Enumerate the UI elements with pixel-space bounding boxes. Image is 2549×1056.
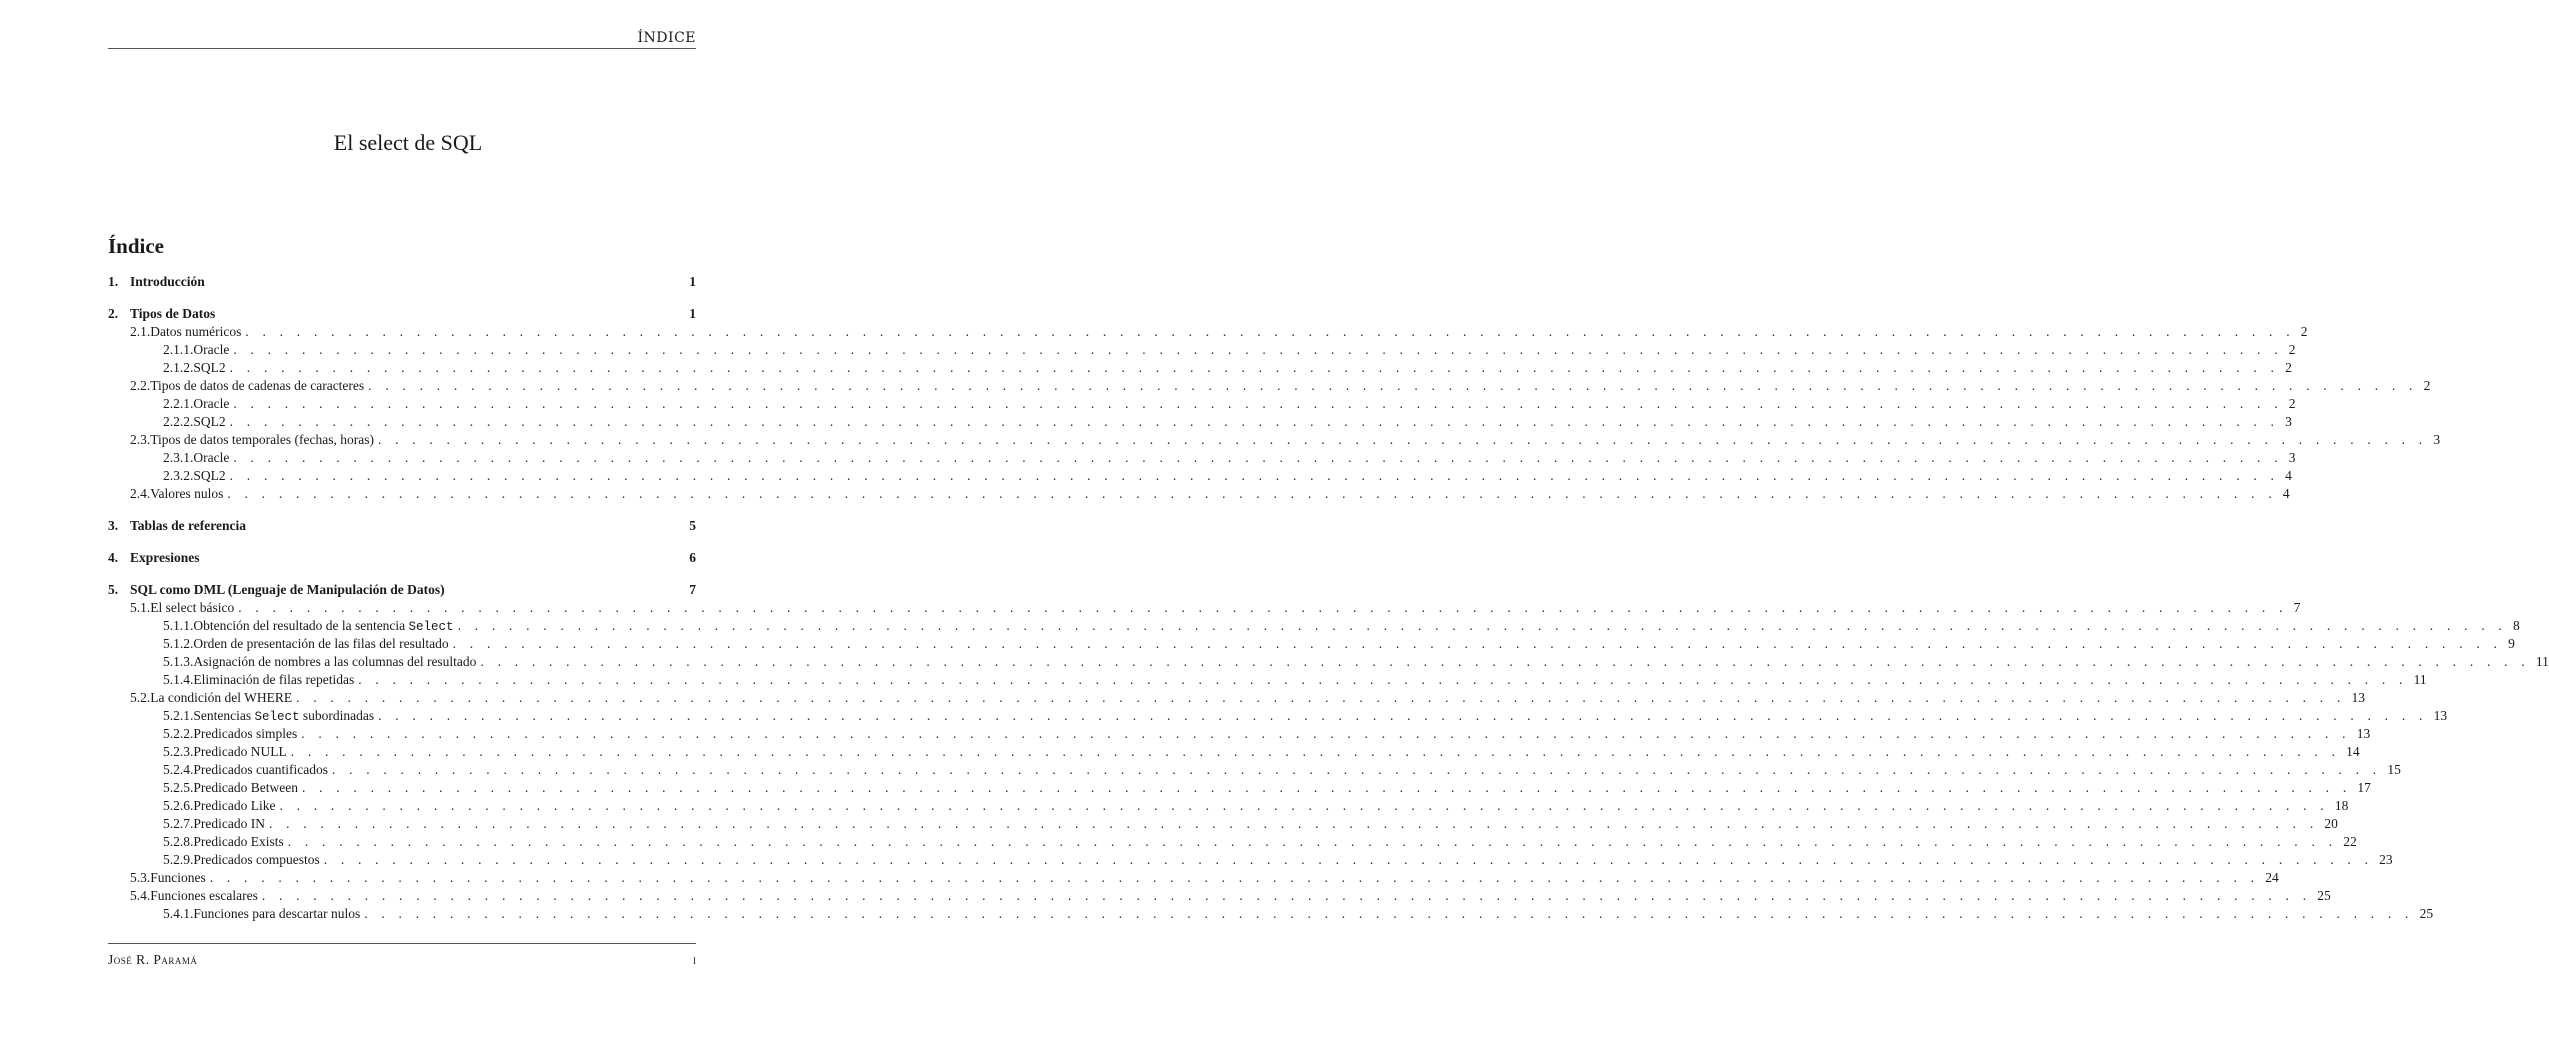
toc-section[interactable] bbox=[108, 274, 696, 292]
toc-entry-title[interactable] bbox=[150, 888, 258, 904]
document-title: El select de SQL bbox=[333, 130, 483, 155]
footer-author: José R. Paramá bbox=[108, 952, 198, 967]
toc-subsubsection[interactable] bbox=[108, 654, 2549, 672]
toc-entry-number: 5.2.9. bbox=[163, 852, 194, 867]
toc-entry-title-text: Tipos de datos de cadenas de caracteres bbox=[150, 378, 365, 393]
toc-subsubsection[interactable] bbox=[108, 816, 2338, 834]
toc-entry-page[interactable]: 1 bbox=[689, 306, 696, 321]
toc-dot-leader: . . . . . . . . . . . . . . . . . . . . . . . . . . . . . . . . . . . . . . . . . . . . . . . . . . . . . . . . . . . . . . . . . . . . . . . . . . . . . . . . . . . . . . . . . . . . . . . . . . . . . . . . . . . . . . . . . . . . . . . . bbox=[296, 690, 2346, 705]
toc-entry-title-text: Introducción bbox=[130, 274, 205, 289]
toc-entry-title[interactable] bbox=[130, 274, 205, 290]
toc-subsection[interactable] bbox=[108, 870, 2279, 888]
toc-entry-title[interactable] bbox=[193, 342, 229, 358]
toc-entry-number: 5.2.8. bbox=[163, 834, 194, 849]
toc-entry-page[interactable]: 1 bbox=[689, 274, 696, 289]
toc-entry-page[interactable]: 13 bbox=[2356, 726, 2371, 741]
toc-entry-page[interactable]: 17 bbox=[2357, 780, 2371, 795]
toc-entry-title[interactable] bbox=[150, 324, 241, 340]
toc-subsubsection[interactable] bbox=[108, 342, 2296, 360]
toc-entry-page[interactable]: 6 bbox=[689, 550, 696, 565]
toc-subsubsection[interactable] bbox=[108, 672, 2427, 690]
toc-entry-title[interactable] bbox=[193, 618, 453, 634]
toc-entry-page[interactable]: 4 bbox=[2282, 486, 2290, 501]
running-head: ÍNDICE bbox=[637, 30, 696, 46]
toc-entry-title-text: Predicados compuestos bbox=[193, 852, 320, 867]
toc-entry-title[interactable] bbox=[193, 744, 286, 760]
toc-dot-leader: . . . . . . . . . . . . . . . . . . . . . . . . . . . . . . . . . . . . . . . . . . . . . . . . . . . . . . . . . . . . . . . . . . . . . . . . . . . . . . . . . . . . . . . . . . . . . . . . . . . . . . . . . . . . . . . . . . . . . . . . bbox=[480, 654, 2530, 669]
toc-section[interactable] bbox=[108, 550, 696, 568]
toc-entry-number: 2.2.1. bbox=[163, 396, 194, 411]
toc-entry-title[interactable] bbox=[193, 468, 225, 484]
toc-entry-title-text: Funciones escalares bbox=[150, 888, 258, 903]
toc-entry-number: 5.4. bbox=[130, 888, 151, 903]
toc-entry-title[interactable] bbox=[130, 550, 200, 566]
toc-entry-title-text: Oracle bbox=[193, 342, 230, 357]
toc-entry-title-text: Sentencias bbox=[193, 708, 255, 723]
toc-dot-leader: . . . . . . . . . . . . . . . . . . . . . . . . . . . . . . . . . . . . . . . . . . . . . . . . . . . . . . . . . . . . . . . . . . . . . . . . . . . . . . . . . . . . . . . . . . . . . . . . . . . . . . . . . . . . . . . . . . . . . . . . bbox=[377, 432, 2428, 447]
toc-entry-page[interactable]: 25 bbox=[2419, 906, 2434, 921]
toc-subsection[interactable] bbox=[108, 378, 2431, 396]
toc-entry-number: 2.3.2. bbox=[163, 468, 194, 483]
toc-entry-number: 2. bbox=[108, 306, 119, 321]
toc-entry-title-text: SQL2 bbox=[193, 360, 226, 375]
toc-entry-title[interactable] bbox=[150, 600, 234, 616]
toc-entry-number: 5.1.4. bbox=[163, 672, 194, 687]
toc-entry-code: Select bbox=[408, 620, 454, 634]
toc-subsubsection[interactable] bbox=[108, 852, 2393, 870]
toc-entry-title-text: Orden de presentación de las filas del resultado bbox=[193, 636, 449, 651]
toc-entry-number: 5.2.2. bbox=[163, 726, 194, 741]
toc-entry-number: 2.1.1. bbox=[163, 342, 194, 357]
toc-entry-number: 5.1. bbox=[130, 600, 151, 615]
toc-entry-title-text: Obtención del resultado de la sentencia bbox=[193, 618, 409, 633]
toc-subsubsection[interactable] bbox=[108, 726, 2371, 744]
toc-subsubsection[interactable] bbox=[108, 618, 2520, 636]
toc-entry-number: 4. bbox=[108, 550, 119, 565]
toc-entry-title-text: SQL como DML (Lenguaje de Manipulación de Datos) bbox=[130, 582, 445, 597]
toc-entry-page[interactable]: 2 bbox=[2300, 324, 2308, 339]
toc-entry-title[interactable] bbox=[150, 870, 206, 886]
toc-dot-leader: . . . . . . . . . . . . . . . . . . . . . . . . . . . . . . . . . . . . . . . . . . . . . . . . . . . . . . . . . . . . . . . . . . . . . . . . . . . . . . . . . . . . . . . . . . . . . . . . . . . . . . . . . . . . . . . . . . . . . . . . bbox=[331, 762, 2382, 777]
toc-entry-page[interactable]: 4 bbox=[2285, 468, 2292, 483]
toc-entry-number: 2.1. bbox=[130, 324, 151, 339]
toc-entry-number: 5.2.5. bbox=[163, 780, 194, 795]
toc-entry-number: 2.4. bbox=[130, 486, 151, 501]
toc-entry-number: 5.1.3. bbox=[163, 654, 194, 669]
toc-dot-leader: . . . . . . . . . . . . . . . . . . . . . . . . . . . . . . . . . . . . . . . . . . . . . . . . . . . . . . . . . . . . . . . . . . . . . . . . . . . . . . . . . . . . . . . . . . . . . . . . . . . . . . . . . . . . . . . . . . . . . . . . bbox=[364, 906, 2414, 921]
toc-dot-leader: . . . . . . . . . . . . . . . . . . . . . . . . . . . . . . . . . . . . . . . . . . . . . . . . . . . . . . . . . . . . . . . . . . . . . . . . . . . . . . . . . . . . . . . . . . . . . . . . . . . . . . . . . . . . . . . . . . . . . . . . bbox=[287, 834, 2338, 849]
toc-subsubsection[interactable] bbox=[108, 798, 2349, 816]
toc-subsubsection[interactable] bbox=[108, 360, 2292, 378]
toc-entry-page[interactable]: 2 bbox=[2288, 342, 2296, 357]
toc-entry-title[interactable] bbox=[193, 636, 448, 652]
toc-heading: Índice bbox=[108, 234, 165, 258]
toc-entry-number: 2.1.2. bbox=[163, 360, 194, 375]
toc-dot-leader: . . . . . . . . . . . . . . . . . . . . . . . . . . . . . . . . . . . . . . . . . . . . . . . . . . . . . . . . . . . . . . . . . . . . . . . . . . . . . . . . . . . . . . . . . . . . . . . . . . . . . . . . . . . . . . . . . . . . . . . . bbox=[301, 726, 2351, 741]
toc-entry-title-text: Tablas de referencia bbox=[130, 518, 246, 533]
toc-dot-leader: . . . . . . . . . . . . . . . . . . . . . . . . . . . . . . . . . . . . . . . . . . . . . . . . . . . . . . . . . . . . . . . . . . . . . . . . . . . . . . . . . . . . . . . . . . . . . . . . . . . . . . . . . . . . . . . . . . . . . . . . bbox=[323, 852, 2374, 867]
toc-entry-title[interactable] bbox=[130, 306, 215, 322]
toc-entry-title-text: Tipos de Datos bbox=[130, 306, 216, 321]
toc-entry-number: 5.3. bbox=[130, 870, 151, 885]
toc-entry-title[interactable] bbox=[193, 708, 374, 724]
toc-subsection[interactable] bbox=[108, 324, 2308, 342]
toc-entry-title-text: Oracle bbox=[193, 396, 230, 411]
toc-entry-page[interactable]: 22 bbox=[2343, 834, 2357, 849]
toc-entry-title-text: SQL2 bbox=[193, 414, 226, 429]
toc-entry-title-text: Asignación de nombres a las columnas del resultado bbox=[193, 654, 477, 669]
toc-entry-title-text: SQL2 bbox=[193, 468, 226, 483]
toc-entry-title-text: Predicado Between bbox=[193, 780, 298, 795]
toc-dot-leader: . . . . . . . . . . . . . . . . . . . . . . . . . . . . . . . . . . . . . . . . . . . . . . . . . . . . . . . . . . . . . . . . . . . . . . . . . . . . . . . . . . . . . . . . . . . . . . . . . . . . . . . . . . . . . . . . . . . . . . . . bbox=[279, 798, 2329, 813]
toc-entry-page[interactable]: 18 bbox=[2334, 798, 2349, 813]
toc-entry-title[interactable] bbox=[193, 834, 283, 850]
toc-dot-leader: . . . . . . . . . . . . . . . . . . . . . . . . . . . . . . . . . . . . . . . . . . . . . . . . . . . . . . . . . . . . . . . . . . . . . . . . . . . . . . . . . . . . . . . . . . . . . . . . . . . . . . . . . . . . . . . . . . . . . . . . bbox=[457, 618, 2507, 633]
toc-entry-number: 5.2.3. bbox=[163, 744, 194, 759]
toc-entry-title[interactable] bbox=[193, 780, 298, 796]
toc-dot-leader: . . . . . . . . . . . . . . . . . . . . . . . . . . . . . . . . . . . . . . . . . . . . . . . . . . . . . . . . . . . . . . . . . . . . . . . . . . . . . . . . . . . . . . . . . . . . . . . . . . . . . . . . . . . . . . . . . . . . . . . . bbox=[233, 450, 2283, 465]
toc-subsubsection[interactable] bbox=[108, 414, 2292, 432]
toc-subsection[interactable] bbox=[108, 432, 2441, 450]
toc-dot-leader: . . . . . . . . . . . . . . . . . . . . . . . . . . . . . . . . . . . . . . . . . . . . . . . . . . . . . . . . . . . . . . . . . . . . . . . . . . . . . . . . . . . . . . . . . . . . . . . . . . . . . . . . . . . . . . . . . . . . . . . . bbox=[245, 324, 2295, 339]
toc-entry-page[interactable]: 7 bbox=[689, 582, 696, 597]
toc-entry-title[interactable] bbox=[193, 414, 225, 430]
toc-entry-title-text: Predicados cuantificados bbox=[193, 762, 328, 777]
toc-entry-title[interactable] bbox=[193, 762, 328, 778]
toc-entry-title[interactable] bbox=[150, 690, 292, 706]
toc-subsubsection[interactable] bbox=[108, 468, 2292, 486]
toc-dot-leader: . . . . . . . . . . . . . . . . . . . . . . . . . . . . . . . . . . . . . . . . . . . . . . . . . . . . . . . . . . . . . . . . . . . . . . . . . . . . . . . . . . . . . . . . . . . . . . . . . . . . . . . . . . . . . . . . . . . . . . . . bbox=[268, 816, 2319, 831]
toc-dot-leader: . . . . . . . . . . . . . . . . . . . . . . . . . . . . . . . . . . . . . . . . . . . . . . . . . . . . . . . . . . . . . . . . . . . . . . . . . . . . . . . . . . . . . . . . . . . . . . . . . . . . . . . . . . . . . . . . . . . . . . . . bbox=[238, 600, 2288, 615]
toc-entry-title[interactable] bbox=[193, 852, 319, 868]
toc-entry-number: 5.1.1. bbox=[163, 618, 194, 633]
toc-entry-title[interactable] bbox=[150, 486, 223, 502]
toc-entry-number: 3. bbox=[108, 518, 119, 533]
toc-subsection[interactable] bbox=[108, 486, 2290, 504]
toc-entry-title[interactable] bbox=[193, 450, 229, 466]
toc-entry-number: 2.2.2. bbox=[163, 414, 194, 429]
toc-entry-number: 5. bbox=[108, 582, 119, 597]
toc-dot-leader: . . . . . . . . . . . . . . . . . . . . . . . . . . . . . . . . . . . . . . . . . . . . . . . . . . . . . . . . . . . . . . . . . . . . . . . . . . . . . . . . . . . . . . . . . . . . . . . . . . . . . . . . . . . . . . . . . . . . . . . . bbox=[301, 780, 2352, 795]
toc-entry-title-text: Predicado Exists bbox=[193, 834, 284, 849]
toc-entry-number: 2.2. bbox=[130, 378, 151, 393]
toc-entry-title-text: El select básico bbox=[150, 600, 235, 615]
toc-entry-number: 2.3. bbox=[130, 432, 151, 447]
toc-entry-number: 5.2. bbox=[130, 690, 151, 705]
toc-entry-page[interactable]: 25 bbox=[2317, 888, 2331, 903]
table-of-contents bbox=[108, 270, 2549, 924]
toc-entry-number: 5.4.1. bbox=[163, 906, 194, 921]
toc-section[interactable] bbox=[108, 306, 696, 324]
toc-dot-leader: . . . . . . . . . . . . . . . . . . . . . . . . . . . . . . . . . . . . . . . . . . . . . . . . . . . . . . . . . . . . . . . . . . . . . . . . . . . . . . . . . . . . . . . . . . . . . . . . . . . . . . . . . . . . . . . . . . . . . . . . bbox=[358, 672, 2408, 687]
toc-entry-page[interactable]: 13 bbox=[2433, 708, 2448, 723]
toc-entry-number: 5.2.1. bbox=[163, 708, 194, 723]
toc-entry-title-text: Tipos de datos temporales (fechas, horas) bbox=[150, 432, 374, 447]
toc-entry-title-text: Oracle bbox=[193, 450, 230, 465]
toc-entry-number: 5.2.7. bbox=[163, 816, 194, 831]
toc-entry-title-text: Valores nulos bbox=[150, 486, 224, 501]
toc-entry-number: 5.2.4. bbox=[163, 762, 194, 777]
toc-entry-page[interactable]: 9 bbox=[2508, 636, 2515, 651]
toc-dot-leader: . . . . . . . . . . . . . . . . . . . . . . . . . . . . . . . . . . . . . . . . . . . . . . . . . . . . . . . . . . . . . . . . . . . . . . . . . . . . . . . . . . . . . . . . . . . . . . . . . . . . . . . . . . . . . . . . . . . . . . . . bbox=[261, 888, 2312, 903]
toc-entry-page[interactable]: 11 bbox=[2413, 672, 2427, 687]
toc-entry-page[interactable]: 13 bbox=[2351, 690, 2366, 705]
toc-entry-title[interactable] bbox=[150, 432, 374, 448]
toc-dot-leader: . . . . . . . . . . . . . . . . . . . . . . . . . . . . . . . . . . . . . . . . . . . . . . . . . . . . . . . . . . . . . . . . . . . . . . . . . . . . . . . . . . . . . . . . . . . . . . . . . . . . . . . . . . . . . . . . . . . . . . . . bbox=[229, 414, 2280, 429]
toc-section[interactable] bbox=[108, 582, 696, 600]
toc-subsubsection[interactable] bbox=[108, 762, 2401, 780]
toc-subsection[interactable] bbox=[108, 600, 2301, 618]
toc-subsubsection[interactable] bbox=[108, 906, 2434, 924]
toc-entry-title-text: Predicado Like bbox=[193, 798, 276, 813]
toc-entry-title[interactable] bbox=[150, 378, 364, 394]
toc-entry-page[interactable]: 2 bbox=[2423, 378, 2431, 393]
toc-dot-leader: . . . . . . . . . . . . . . . . . . . . . . . . . . . . . . . . . . . . . . . . . . . . . . . . . . . . . . . . . . . . . . . . . . . . . . . . . . . . . . . . . . . . . . . . . . . . . . . . . . . . . . . . . . . . . . . . . . . . . . . . bbox=[233, 342, 2283, 357]
toc-entry-title-text: Eliminación de filas repetidas bbox=[193, 672, 355, 687]
toc-entry-page[interactable]: 23 bbox=[2379, 852, 2393, 867]
toc-subsection[interactable] bbox=[108, 690, 2366, 708]
toc-dot-leader: . . . . . . . . . . . . . . . . . . . . . . . . . . . . . . . . . . . . . . . . . . . . . . . . . . . . . . . . . . . . . . . . . . . . . . . . . . . . . . . . . . . . . . . . . . . . . . . . . . . . . . . . . . . . . . . . . . . . . . . . bbox=[229, 360, 2280, 375]
toc-entry-number: 5.2.6. bbox=[163, 798, 194, 813]
toc-entry-code: Select bbox=[254, 710, 300, 724]
toc-entry-title-text: Datos numéricos bbox=[150, 324, 242, 339]
toc-entry-title-text: subordinadas bbox=[299, 708, 375, 723]
toc-entry-page[interactable]: 8 bbox=[2513, 618, 2520, 633]
toc-entry-page[interactable]: 14 bbox=[2346, 744, 2360, 759]
header-rule bbox=[108, 48, 696, 49]
toc-subsubsection[interactable] bbox=[108, 396, 2296, 414]
toc-entry-page[interactable]: 24 bbox=[2265, 870, 2279, 885]
toc-entry-page[interactable]: 3 bbox=[2433, 432, 2441, 447]
toc-entry-number: 5.1.2. bbox=[163, 636, 194, 651]
toc-entry-title[interactable] bbox=[130, 518, 246, 534]
toc-section[interactable] bbox=[108, 518, 696, 536]
toc-entry-title-text: Predicados simples bbox=[193, 726, 298, 741]
toc-entry-number: 1. bbox=[108, 274, 119, 289]
toc-subsection[interactable] bbox=[108, 888, 2331, 906]
footer bbox=[108, 952, 696, 968]
toc-entry-title-text: Funciones para descartar nulos bbox=[193, 906, 361, 921]
toc-entry-title[interactable] bbox=[193, 906, 360, 922]
toc-subsubsection[interactable] bbox=[108, 636, 2515, 654]
toc-entry-page[interactable]: 3 bbox=[2285, 414, 2292, 429]
toc-entry-title[interactable] bbox=[193, 672, 354, 688]
toc-entry-title[interactable] bbox=[193, 816, 265, 832]
toc-entry-title-text: Predicado IN bbox=[193, 816, 265, 831]
footer-rule bbox=[108, 943, 696, 944]
toc-subsubsection[interactable] bbox=[108, 708, 2448, 726]
toc-entry-title-text: Predicado NULL bbox=[193, 744, 287, 759]
toc-subsubsection[interactable] bbox=[108, 834, 2357, 852]
toc-entry-page[interactable]: 7 bbox=[2293, 600, 2301, 615]
toc-subsubsection[interactable] bbox=[108, 450, 2296, 468]
toc-entry-page[interactable]: 3 bbox=[2288, 450, 2296, 465]
toc-entry-title[interactable] bbox=[193, 396, 229, 412]
toc-entry-title[interactable] bbox=[193, 654, 476, 670]
toc-subsubsection[interactable] bbox=[108, 744, 2360, 762]
toc-dot-leader: . . . . . . . . . . . . . . . . . . . . . . . . . . . . . . . . . . . . . . . . . . . . . . . . . . . . . . . . . . . . . . . . . . . . . . . . . . . . . . . . . . . . . . . . . . . . . . . . . . . . . . . . . . . . . . . . . . . . . . . . bbox=[368, 378, 2418, 393]
toc-dot-leader: . . . . . . . . . . . . . . . . . . . . . . . . . . . . . . . . . . . . . . . . . . . . . . . . . . . . . . . . . . . . . . . . . . . . . . . . . . . . . . . . . . . . . . . . . . . . . . . . . . . . . . . . . . . . . . . . . . . . . . . . bbox=[452, 636, 2503, 651]
toc-entry-number: 2.3.1. bbox=[163, 450, 194, 465]
toc-entry-title-text: La condición del WHERE bbox=[150, 690, 293, 705]
toc-dot-leader: . . . . . . . . . . . . . . . . . . . . . . . . . . . . . . . . . . . . . . . . . . . . . . . . . . . . . . . . . . . . . . . . . . . . . . . . . . . . . . . . . . . . . . . . . . . . . . . . . . . . . . . . . . . . . . . . . . . . . . . . bbox=[378, 708, 2428, 723]
toc-dot-leader: . . . . . . . . . . . . . . . . . . . . . . . . . . . . . . . . . . . . . . . . . . . . . . . . . . . . . . . . . . . . . . . . . . . . . . . . . . . . . . . . . . . . . . . . . . . . . . . . . . . . . . . . . . . . . . . . . . . . . . . . bbox=[233, 396, 2283, 411]
toc-dot-leader: . . . . . . . . . . . . . . . . . . . . . . . . . . . . . . . . . . . . . . . . . . . . . . . . . . . . . . . . . . . . . . . . . . . . . . . . . . . . . . . . . . . . . . . . . . . . . . . . . . . . . . . . . . . . . . . . . . . . . . . . bbox=[290, 744, 2341, 759]
toc-entry-page[interactable]: 2 bbox=[2288, 396, 2296, 411]
toc-entry-page[interactable]: 11 bbox=[2535, 654, 2549, 669]
toc-entry-title[interactable] bbox=[130, 582, 445, 598]
toc-dot-leader: . . . . . . . . . . . . . . . . . . . . . . . . . . . . . . . . . . . . . . . . . . . . . . . . . . . . . . . . . . . . . . . . . . . . . . . . . . . . . . . . . . . . . . . . . . . . . . . . . . . . . . . . . . . . . . . . . . . . . . . . bbox=[229, 468, 2280, 483]
toc-dot-leader: . . . . . . . . . . . . . . . . . . . . . . . . . . . . . . . . . . . . . . . . . . . . . . . . . . . . . . . . . . . . . . . . . . . . . . . . . . . . . . . . . . . . . . . . . . . . . . . . . . . . . . . . . . . . . . . . . . . . . . . . bbox=[227, 486, 2277, 501]
footer-page-number: i bbox=[693, 952, 696, 967]
toc-entry-page[interactable]: 15 bbox=[2387, 762, 2401, 777]
toc-entry-title[interactable] bbox=[193, 726, 297, 742]
toc-entry-page[interactable]: 5 bbox=[689, 518, 696, 533]
toc-subsubsection[interactable] bbox=[108, 780, 2371, 798]
toc-entry-page[interactable]: 2 bbox=[2285, 360, 2292, 375]
toc-entry-title[interactable] bbox=[193, 798, 275, 814]
toc-dot-leader: . . . . . . . . . . . . . . . . . . . . . . . . . . . . . . . . . . . . . . . . . . . . . . . . . . . . . . . . . . . . . . . . . . . . . . . . . . . . . . . . . . . . . . . . . . . . . . . . . . . . . . . . . . . . . . . . . . . . . . . . bbox=[209, 870, 2260, 885]
toc-entry-title-text: Funciones bbox=[150, 870, 206, 885]
toc-entry-title-text: Expresiones bbox=[130, 550, 200, 565]
toc-entry-title[interactable] bbox=[193, 360, 225, 376]
toc-entry-page[interactable]: 20 bbox=[2324, 816, 2338, 831]
